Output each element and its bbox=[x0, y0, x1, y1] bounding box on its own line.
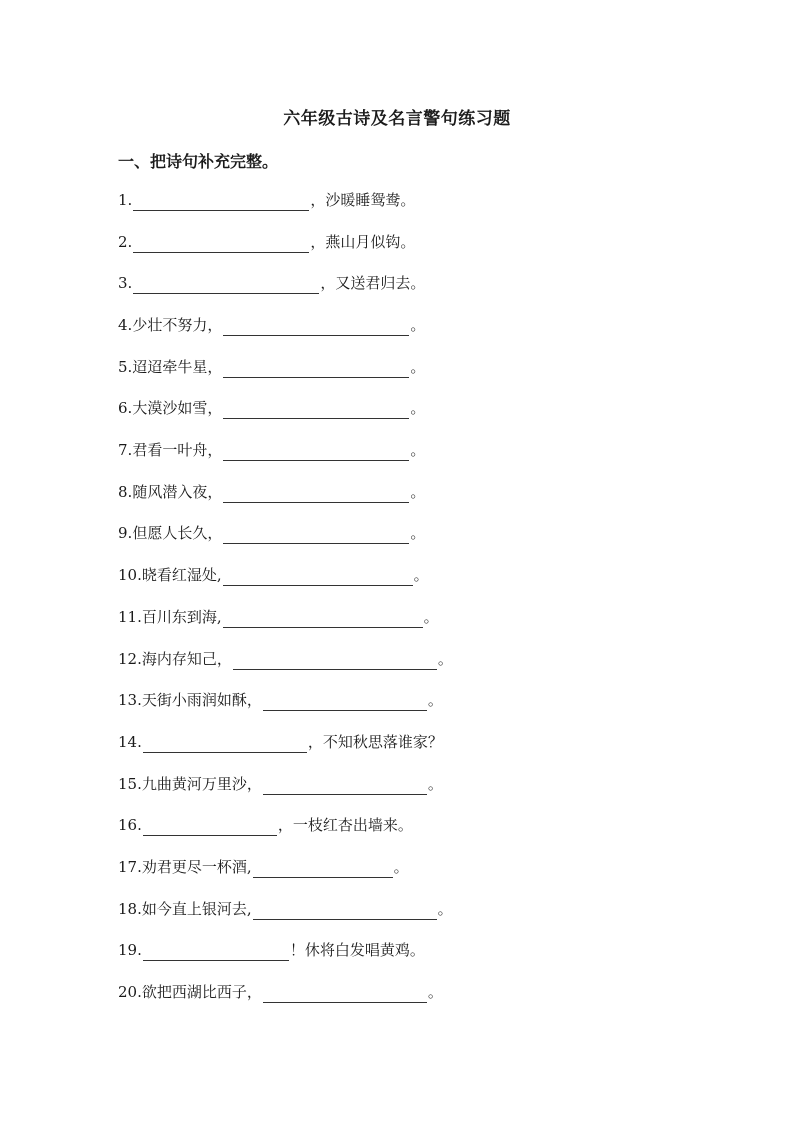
question-text-after: 。 bbox=[413, 566, 429, 584]
question-5 bbox=[118, 356, 425, 378]
question-text-after: 。 bbox=[427, 691, 443, 709]
question-number: 1. bbox=[118, 191, 133, 209]
question-text-after: ！休将白发唱黄鸡。 bbox=[289, 941, 425, 959]
question-text-before: 劝君更尽一杯酒, bbox=[141, 858, 252, 876]
answer-blank[interactable] bbox=[223, 568, 413, 586]
question-text-after: 。 bbox=[410, 441, 426, 459]
answer-blank[interactable] bbox=[223, 443, 409, 461]
question-number: 3. bbox=[118, 274, 133, 292]
question-number: 9. bbox=[118, 524, 133, 542]
question-text-before: 迢迢牵牛星， bbox=[132, 358, 223, 376]
answer-blank[interactable] bbox=[133, 193, 309, 211]
answer-blank[interactable] bbox=[223, 526, 409, 544]
question-number: 12. bbox=[118, 650, 142, 668]
question-18 bbox=[118, 898, 453, 920]
answer-blank[interactable] bbox=[263, 693, 427, 711]
answer-blank[interactable] bbox=[253, 860, 393, 878]
question-number: 2. bbox=[118, 233, 133, 251]
question-text-after: ，燕山月似钩。 bbox=[310, 233, 416, 251]
question-number: 19. bbox=[118, 941, 142, 959]
question-13 bbox=[118, 689, 443, 711]
answer-blank[interactable] bbox=[253, 902, 437, 920]
question-number: 6. bbox=[118, 399, 133, 417]
question-8 bbox=[118, 481, 425, 503]
question-text-before: 君看一叶舟， bbox=[132, 441, 223, 459]
question-text-after: ，一枝红杏出墙来。 bbox=[277, 816, 413, 834]
question-3 bbox=[118, 272, 425, 294]
question-text-after: 。 bbox=[427, 775, 443, 793]
answer-blank[interactable] bbox=[223, 610, 423, 628]
answer-blank[interactable] bbox=[263, 985, 427, 1003]
question-number: 17. bbox=[118, 858, 142, 876]
question-6 bbox=[118, 397, 425, 419]
answer-blank[interactable] bbox=[133, 276, 319, 294]
question-11 bbox=[118, 606, 439, 628]
question-text-before: 海内存知己， bbox=[141, 650, 232, 668]
question-number: 14. bbox=[118, 733, 142, 751]
question-number: 20. bbox=[118, 983, 142, 1001]
question-text-after: 。 bbox=[410, 358, 426, 376]
question-14 bbox=[118, 731, 443, 753]
answer-blank[interactable] bbox=[223, 401, 409, 419]
question-text-before: 天街小雨润如酥， bbox=[141, 691, 262, 709]
question-9 bbox=[118, 522, 425, 544]
question-7 bbox=[118, 439, 425, 461]
question-19 bbox=[118, 939, 425, 961]
answer-blank[interactable] bbox=[233, 652, 437, 670]
question-text-after: 。 bbox=[410, 524, 426, 542]
question-17 bbox=[118, 856, 409, 878]
question-text-after: 。 bbox=[410, 316, 426, 334]
question-number: 16. bbox=[118, 816, 142, 834]
question-number: 4. bbox=[118, 316, 133, 334]
question-number: 10. bbox=[118, 566, 142, 584]
question-text-before: 九曲黄河万里沙， bbox=[141, 775, 262, 793]
answer-blank[interactable] bbox=[143, 943, 289, 961]
question-number: 11. bbox=[118, 608, 142, 626]
question-20 bbox=[118, 981, 443, 1003]
question-text-before: 随风潜入夜， bbox=[132, 483, 223, 501]
answer-blank[interactable] bbox=[143, 735, 307, 753]
question-number: 18. bbox=[118, 900, 142, 918]
answer-blank[interactable] bbox=[223, 360, 409, 378]
answer-blank[interactable] bbox=[133, 235, 309, 253]
question-text-before: 如今直上银河去, bbox=[141, 900, 252, 918]
question-number: 5. bbox=[118, 358, 133, 376]
question-text-after: 。 bbox=[437, 900, 453, 918]
question-text-after: 。 bbox=[437, 650, 453, 668]
question-text-after: ，又送君归去。 bbox=[320, 274, 426, 292]
answer-blank[interactable] bbox=[223, 318, 409, 336]
question-text-before: 欲把西湖比西子， bbox=[141, 983, 262, 1001]
question-4 bbox=[118, 314, 425, 336]
answer-blank[interactable] bbox=[223, 485, 409, 503]
question-text-before: 大漠沙如雪， bbox=[132, 399, 223, 417]
question-text-after: 。 bbox=[410, 399, 426, 417]
answer-blank[interactable] bbox=[143, 818, 277, 836]
question-15 bbox=[118, 773, 443, 795]
question-text-after: ，沙暖睡鸳鸯。 bbox=[310, 191, 416, 209]
page-title: 六年级古诗及名言警句练习题 bbox=[283, 109, 511, 129]
question-text-after: 。 bbox=[410, 483, 426, 501]
answer-blank[interactable] bbox=[263, 777, 427, 795]
question-text-before: 百川东到海, bbox=[141, 608, 222, 626]
question-text-before: 晓看红湿处, bbox=[141, 566, 222, 584]
question-text-before: 少壮不努力， bbox=[132, 316, 223, 334]
question-number: 13. bbox=[118, 691, 142, 709]
question-text-after: 。 bbox=[393, 858, 409, 876]
question-text-after: 。 bbox=[423, 608, 439, 626]
question-text-after: ，不知秋思落谁家？ bbox=[307, 733, 443, 751]
question-number: 8. bbox=[118, 483, 133, 501]
question-16 bbox=[118, 814, 413, 836]
section-heading: 一、把诗句补充完整。 bbox=[118, 152, 279, 171]
question-text-before: 但愿人长久， bbox=[132, 524, 223, 542]
question-2 bbox=[118, 231, 415, 253]
question-10 bbox=[118, 564, 429, 586]
question-number: 15. bbox=[118, 775, 142, 793]
question-12 bbox=[118, 648, 453, 670]
question-number: 7. bbox=[118, 441, 133, 459]
question-1 bbox=[118, 189, 415, 211]
question-text-after: 。 bbox=[427, 983, 443, 1001]
